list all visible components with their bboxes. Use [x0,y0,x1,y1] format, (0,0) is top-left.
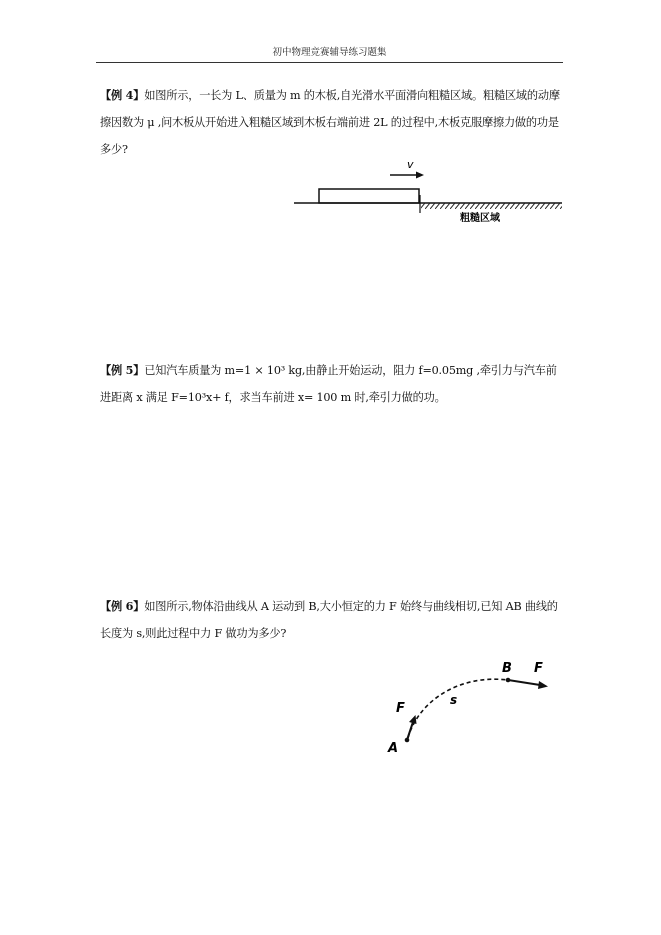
label-f-start: F [396,701,405,716]
problem-4 [100,82,566,163]
label-f-end: F [534,661,543,676]
problem-4-text: 如图所示，一长为 L、质量为 m 的木板,自光滑水平面滑向粗糙区域。粗糙区域的动摩擦因数为 μ ,问木板从开始进入粗糙区域到木板右端前进 2L 的过程中,木板克服摩擦力做的功是多少? [100,89,560,156]
wooden-board [319,189,419,203]
force-arrow-a [407,715,417,740]
problem-6-tag: 【例 6】 [100,599,145,613]
curve-path [408,679,508,738]
velocity-label: v [407,158,414,171]
problem-6 [100,593,566,647]
label-a: A [388,741,399,756]
problem-4-tag: 【例 4】 [100,88,145,102]
board-rough-region-figure [290,155,565,230]
page-header [96,44,563,63]
header-title: 初中物理竞赛辅导练习题集 [272,47,387,58]
problem-6-text: 如图所示,物体沿曲线从 A 运动到 B,大小恒定的力 F 始终与曲线相切,已知 AB 曲线的长度为 s,则此过程中力 F 做功为多少? [100,600,558,640]
point-b-marker [506,678,511,683]
force-arrow-b [508,680,548,689]
label-b: B [502,661,512,676]
curve-force-figure [380,652,560,762]
label-s: s [450,693,458,707]
velocity-arrow [390,172,424,179]
point-a-marker [405,738,410,743]
problem-5-tag: 【例 5】 [100,363,145,377]
rough-region-label: 粗糙区域 [460,213,500,224]
problem-5 [100,357,566,411]
problem-5-text: 已知汽车质量为 m=1 × 10³ kg,由静止开始运动，阻力 f=0.05mg ,牵引力与汽车前进距离 x 满足 F=10³x+ f，求当车前进 x= 100 m 时,牵引力做的功。 [100,364,557,404]
rough-hatching [421,203,562,209]
